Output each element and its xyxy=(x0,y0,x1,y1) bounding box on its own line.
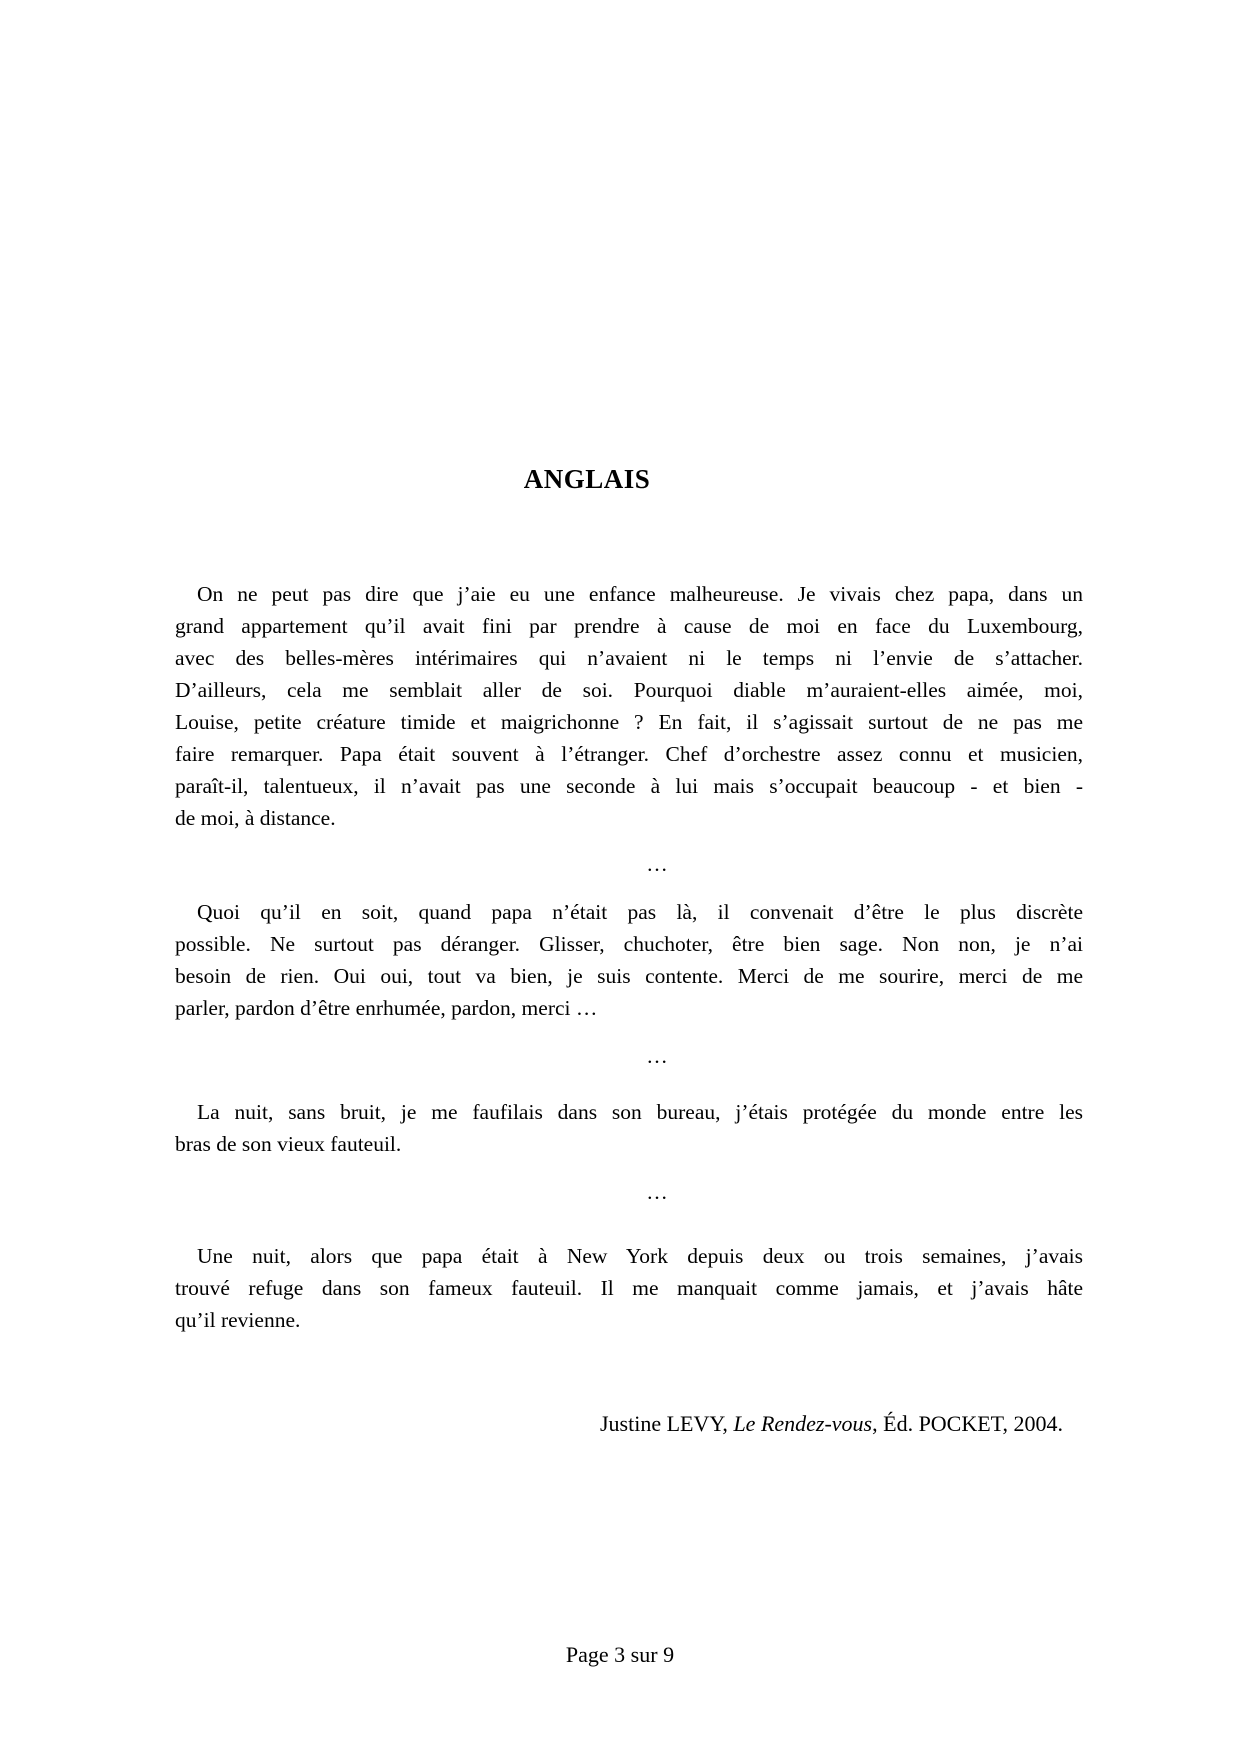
text-line: grand appartement qu’il avait fini par prendre à cause de moi en face du Luxembourg, xyxy=(175,614,1083,638)
text-line: Une nuit, alors que papa était à New York depuis deux ou trois semaines, j’avais xyxy=(197,1244,1083,1268)
page-footer: Page 3 sur 9 xyxy=(565,1642,675,1667)
paragraph-3 xyxy=(175,1096,1083,1160)
paragraph-1 xyxy=(175,578,1083,834)
text-line: Louise, petite créature timide et maigrichonne ? En fait, il s’agissait surtout de ne pas me xyxy=(175,710,1083,734)
text-line: On ne peut pas dire que j’aie eu une enfance malheureuse. Je vivais chez papa, dans un xyxy=(197,582,1083,606)
text-line: parler, pardon d’être enrhumée, pardon, merci … xyxy=(175,996,598,1020)
ellipsis-separator: … xyxy=(646,1180,668,1204)
text-line: paraît-il, talentueux, il n’avait pas une seconde à lui mais s’occupait beaucoup - et bien - xyxy=(175,774,1083,798)
text-line: qu’il revienne. xyxy=(175,1308,301,1332)
text-line: besoin de rien. Oui oui, tout va bien, je suis contente. Merci de me sourire, merci de me xyxy=(175,964,1083,988)
text-line: possible. Ne surtout pas déranger. Glisser, chuchoter, être bien sage. Non non, je n’ai xyxy=(175,932,1083,956)
text-line: bras de son vieux fauteuil. xyxy=(175,1132,402,1156)
source-attribution xyxy=(175,1408,1083,1440)
text-line: avec des belles-mères intérimaires qui n’avaient ni le temps ni l’envie de s’attacher. xyxy=(175,646,1083,670)
attribution-author: Justine LEVY, xyxy=(600,1411,734,1436)
attribution-work-title: Le Rendez-vous xyxy=(733,1411,873,1436)
attribution-publisher: , Éd. POCKET, 2004. xyxy=(872,1411,1063,1436)
text-column xyxy=(0,461,1240,1440)
text-line: D’ailleurs, cela me semblait aller de soi. Pourquoi diable m’auraient-elles aimée, moi, xyxy=(175,678,1083,702)
text-line: Quoi qu’il en soit, quand papa n’était pas là, il convenait d’être le plus discrète xyxy=(197,900,1083,924)
page-title: ANGLAIS xyxy=(523,464,651,494)
text-line: faire remarquer. Papa était souvent à l’étranger. Chef d’orchestre assez connu et musicien, xyxy=(175,742,1083,766)
text-line: trouvé refuge dans son fameux fauteuil. Il me manquait comme jamais, et j’avais hâte xyxy=(175,1276,1083,1300)
ellipsis-separator: … xyxy=(646,852,668,876)
text-line: de moi, à distance. xyxy=(175,806,336,830)
ellipsis-separator: … xyxy=(646,1044,668,1068)
paragraph-4 xyxy=(175,1240,1083,1336)
paragraph-2 xyxy=(175,896,1083,1024)
text-line: La nuit, sans bruit, je me faufilais dans son bureau, j’étais protégée du monde entre les xyxy=(197,1100,1083,1124)
